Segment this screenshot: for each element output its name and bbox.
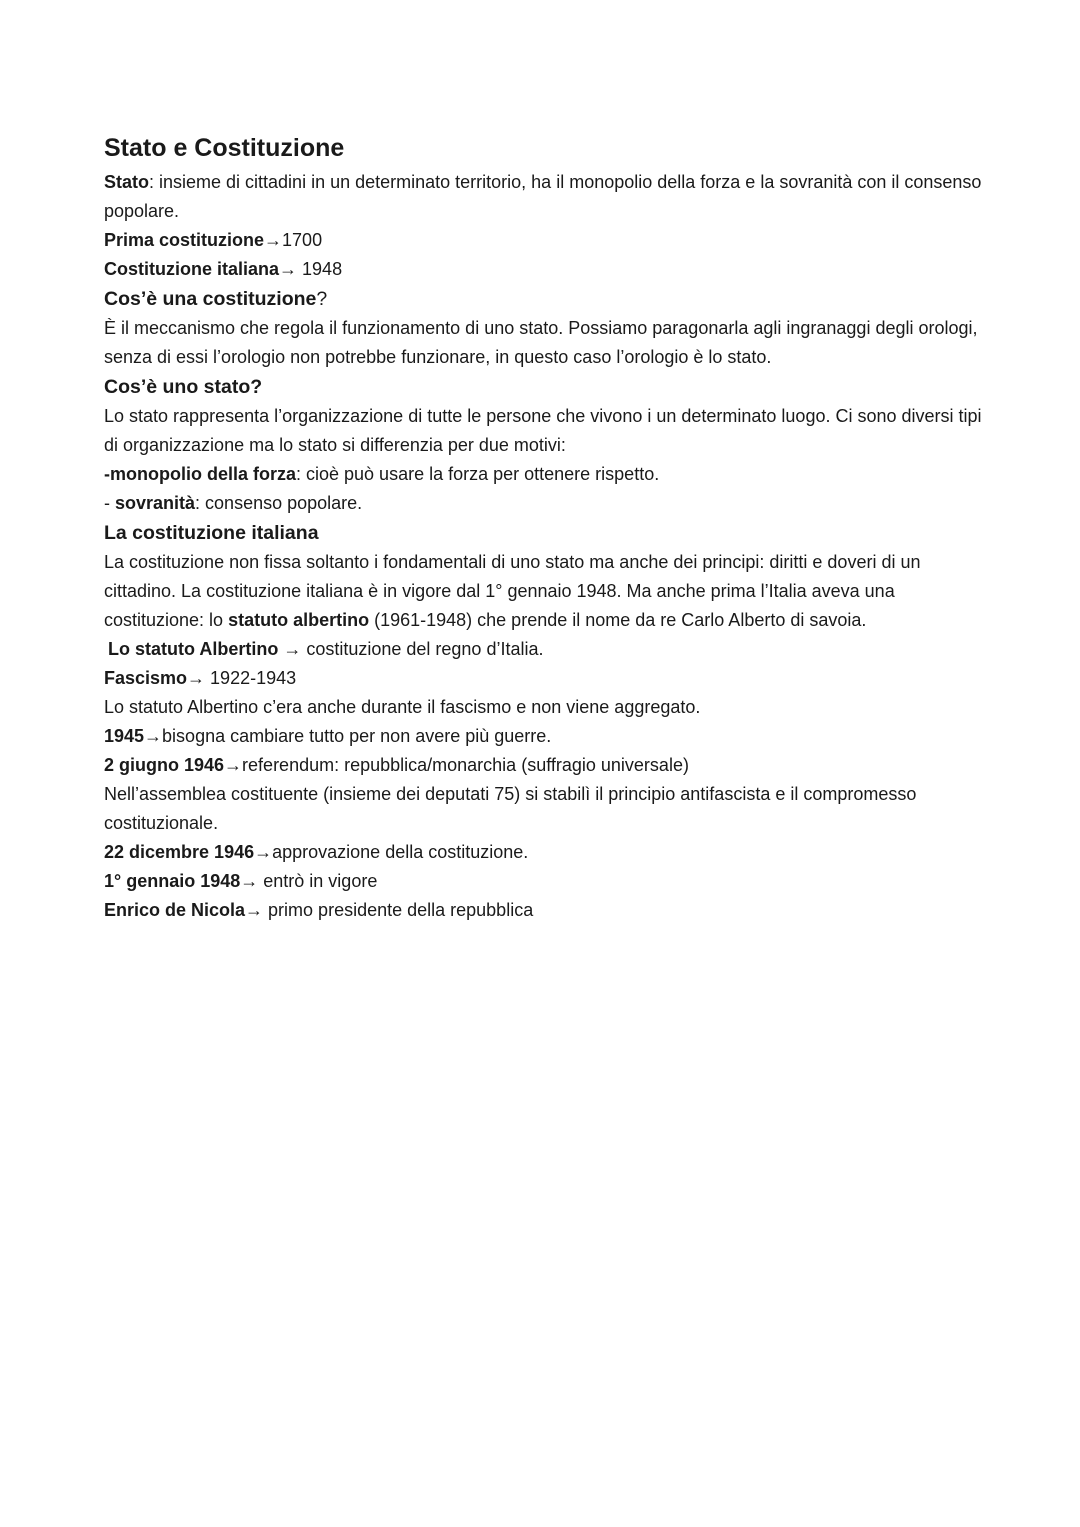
term-label: sovranità: [115, 493, 196, 513]
definition-text: : insieme di cittadini in un determinato territorio, ha il monopolio della forza e la sovranità con il consenso popolare.: [104, 172, 982, 221]
bullet-sovranita: [104, 489, 984, 518]
term-label: Lo statuto Albertino: [108, 639, 279, 659]
fact-text: →approvazione della costituzione.: [254, 842, 529, 862]
term-label: 2 giugno 1946: [104, 755, 225, 775]
fact-prima-costituzione: [104, 226, 984, 255]
fact-text: → entrò in vigore: [240, 871, 378, 891]
fact-enrico-de-nicola: [104, 896, 984, 925]
term-label: Enrico de Nicola: [104, 900, 246, 920]
term-label: Stato: [104, 172, 149, 192]
fact-1945: [104, 722, 984, 751]
fact-text: → 1948: [279, 259, 343, 279]
paragraph-costituzione: È il meccanismo che regola il funzionamento di uno stato. Possiamo paragonarla agli ingranaggi degli orologi, senza di essi l’orologio non potrebbe funzionare, in questo caso l’orologio è lo stato.: [104, 318, 978, 367]
paragraph-costituzione-italiana: [104, 548, 984, 635]
paragraph-text: (1961-1948) che prende il nome da re Carlo Alberto di savoia.: [369, 610, 867, 630]
fact-text: → costituzione del regno d’Italia.: [278, 639, 544, 659]
term-label: Prima costituzione: [104, 230, 265, 250]
fact-text: → 1922-1943: [187, 668, 297, 688]
term-label: 1945: [104, 726, 145, 746]
fact-text: →bisogna cambiare tutto per non avere più guerre.: [144, 726, 552, 746]
heading-mark: ?: [316, 288, 328, 310]
bullet-prefix: -: [104, 493, 115, 513]
document-title: Stato e Costituzione: [104, 134, 345, 162]
paragraph-assemblea: Nell’assemblea costituente (insieme dei deputati 75) si stabilì il principio antifascista e il compromesso costituzionale.: [104, 784, 917, 833]
term-label: Fascismo: [104, 668, 188, 688]
heading-cose-stato: Cos’è uno stato?: [104, 376, 263, 398]
document-body: [104, 132, 984, 925]
term-label: 1° gennaio 1948: [104, 871, 241, 891]
fact-22-dicembre-1946: [104, 838, 984, 867]
fact-fascismo: [104, 664, 984, 693]
bullet-monopolio: [104, 460, 984, 489]
fact-costituzione-italiana: [104, 255, 984, 284]
definition-stato: [104, 168, 984, 226]
paragraph-statuto-fascismo: Lo statuto Albertino c’era anche durante il fascismo e non viene aggregato.: [104, 697, 701, 717]
heading-text: Cos’è una costituzione: [104, 288, 317, 310]
fact-text: →1700: [264, 230, 323, 250]
bullet-text: : cioè può usare la forza per ottenere rispetto.: [296, 464, 660, 484]
fact-text: →referendum: repubblica/monarchia (suffragio universale): [224, 755, 689, 775]
paragraph-text: La costituzione non fissa soltanto i fondamentali di uno stato ma anche dei principi: diritti e doveri di un cittadino. La costituzione italiana è in vigore dal 1° gennaio 1948. Ma anche prima l’Italia aveva una costituzione: lo: [104, 552, 921, 630]
term-label: 22 dicembre 1946: [104, 842, 255, 862]
fact-1-gennaio-1948: [104, 867, 984, 896]
term-label: Costituzione italiana: [104, 259, 280, 279]
fact-statuto-albertino: [104, 635, 984, 664]
term-label: -monopolio della forza: [104, 464, 296, 484]
term-label: statuto albertino: [228, 610, 370, 630]
fact-2-giugno-1946: [104, 751, 984, 780]
heading-cose-costituzione: [104, 284, 984, 314]
heading-costituzione-italiana: La costituzione italiana: [104, 522, 319, 544]
fact-text: → primo presidente della repubblica: [245, 900, 534, 920]
bullet-text: : consenso popolare.: [195, 493, 363, 513]
paragraph-stato: Lo stato rappresenta l’organizzazione di tutte le persone che vivono i un determinato luogo. Ci sono diversi tipi di organizzazione ma lo stato si differenzia per due motivi:: [104, 406, 982, 455]
